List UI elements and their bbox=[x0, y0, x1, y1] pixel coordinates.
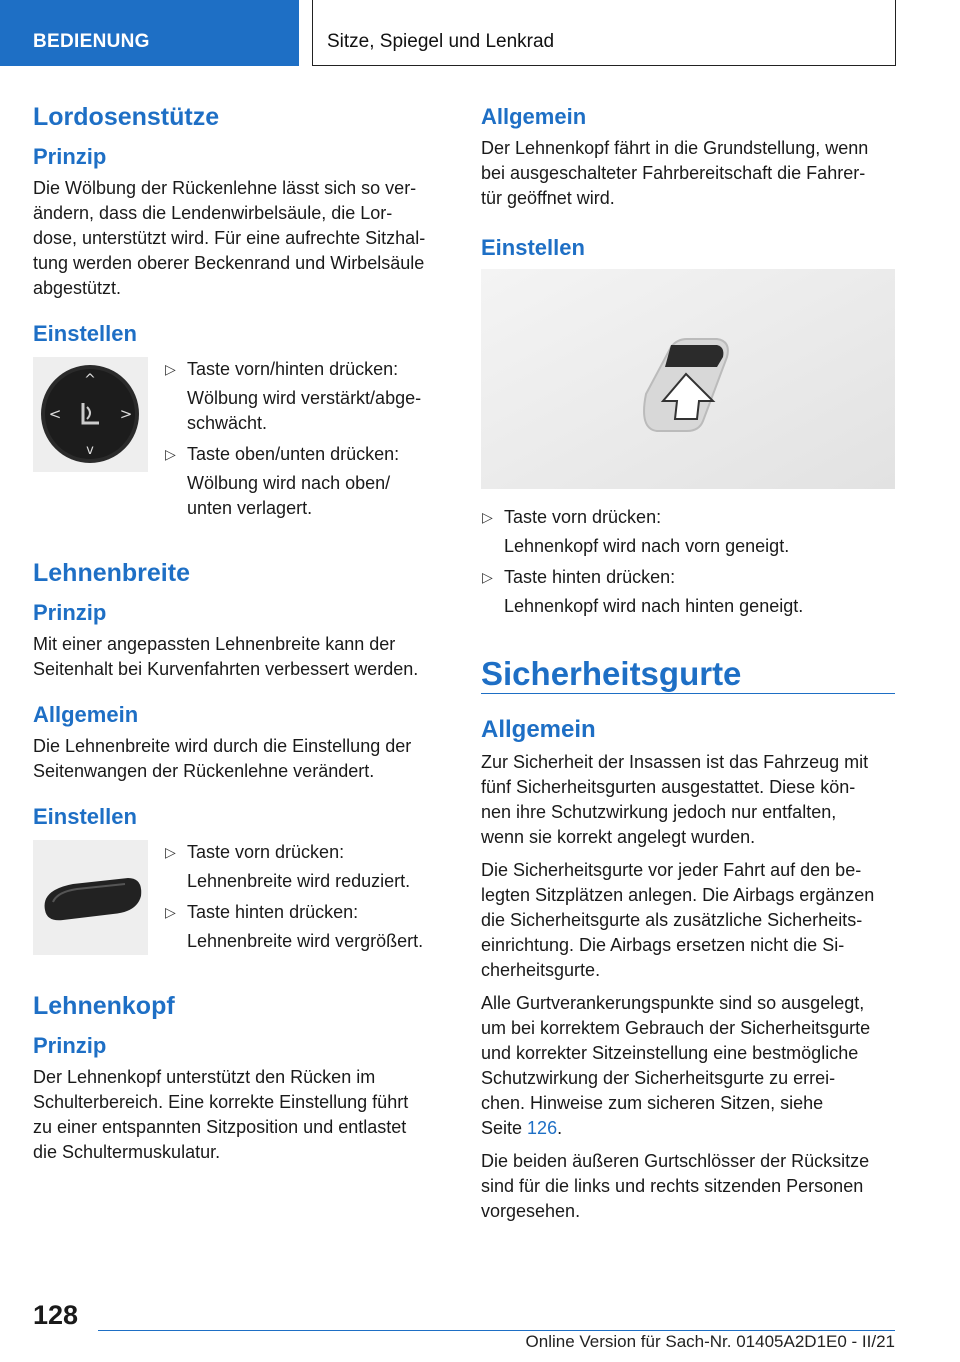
heading-prinzip: Prinzip bbox=[33, 600, 107, 625]
svg-text:v: v bbox=[86, 443, 94, 458]
heading-einstellen: Einstellen bbox=[481, 235, 585, 260]
lordose-controls bbox=[33, 357, 448, 525]
footer-rule bbox=[98, 1330, 895, 1331]
paragraph: Die Wölbung der Rückenlehne lässt sich so ver‐ ändern, dass die Lendenwirbelsäule, die Lor‐ dose, unterstützt wird. Für eine aufrechte Sitzhal‐ tung werden oberer Beckenrand und Wirbelsäule abgestützt. bbox=[33, 178, 426, 298]
heading-prinzip: Prinzip bbox=[33, 1033, 107, 1058]
triangle-bullet-icon: ▷ bbox=[165, 904, 176, 920]
headrest-switch-image bbox=[481, 269, 895, 489]
lehnenbreite-controls bbox=[33, 840, 448, 958]
triangle-bullet-icon: ▷ bbox=[482, 569, 493, 585]
heading-lordosenstuetze: Lordosenstütze bbox=[33, 103, 220, 131]
page-number: 128 bbox=[33, 1300, 79, 1330]
paragraph: Alle Gurtverankerungspunkte sind so ausgelegt, um bei korrektem Gebrauch der Sicherheitsgurte und korrekter Sitzeinstellung eine bestmögliche Schutzwirkung der Sicherheitsgurte zu errei‐ chen. Hinweise zum sicheren Sitzen, siehe Seite 126. bbox=[481, 993, 871, 1138]
svg-text:^: ^ bbox=[84, 372, 96, 388]
paragraph: Zur Sicherheit der Insassen ist das Fahrzeug mit fünf Sicherheitsgurten ausgestattet. Diese kön‐ nen ihre Schutzwirkung jedoch nur entfalten, wenn sie korrekt angelegt wurden. bbox=[481, 752, 869, 847]
heading-prinzip: Prinzip bbox=[33, 144, 107, 169]
footer-version-text: Online Version für Sach-Nr. 01405A2D1E0 - II/21 bbox=[525, 1332, 895, 1351]
paragraph: Der Lehnenkopf unterstützt den Rücken im Schulterbereich. Eine korrekte Einstellung führt zu einer entspannten Sitzposition und entlastet die Schultermuskulatur. bbox=[33, 1067, 409, 1162]
svg-text:>: > bbox=[119, 405, 133, 423]
svg-text:<: < bbox=[48, 405, 62, 423]
heading-lehnenkopf: Lehnenkopf bbox=[33, 992, 175, 1020]
header-section-label: BEDIENUNG bbox=[33, 31, 150, 52]
triangle-bullet-icon: ▷ bbox=[165, 844, 176, 860]
heading-underline bbox=[481, 693, 895, 694]
list-item: ▷ Taste hinten drücken: Lehnenkopf wird nach hinten geneigt. bbox=[482, 567, 804, 616]
triangle-bullet-icon: ▷ bbox=[165, 446, 176, 462]
heading-einstellen: Einstellen bbox=[33, 321, 137, 346]
headrest-step-list bbox=[481, 505, 895, 619]
heading-allgemein: Allgemein bbox=[481, 716, 596, 743]
list-item: ▷ Taste oben/unten drücken: Wölbung wird nach oben/ unten verlagert. bbox=[165, 444, 400, 518]
list-item: ▷ Taste hinten drücken: Lehnenbreite wird vergrößert. bbox=[165, 902, 424, 951]
heading-einstellen: Einstellen bbox=[33, 804, 137, 829]
header-section-tab bbox=[0, 0, 299, 66]
paragraph: Die Lehnenbreite wird durch die Einstellung der Seitenwangen der Rückenlehne verändert. bbox=[33, 736, 412, 781]
left-column bbox=[33, 100, 448, 1173]
list-item: ▷ Taste vorn/hinten drücken: Wölbung wird verstärkt/abge‐ schwächt. bbox=[165, 359, 422, 433]
paragraph: Der Lehnenkopf fährt in die Grundstellung, wenn bei ausgeschalteter Fahrbereitschaft die Fahrer‐ tür geöffnet wird. bbox=[481, 138, 869, 208]
heading-sicherheitsgurte: Sicherheitsgurte bbox=[481, 655, 742, 692]
right-column bbox=[481, 100, 895, 1232]
lehnenbreite-step-list bbox=[164, 840, 448, 958]
paragraph: Die Sicherheitsgurte vor jeder Fahrt auf den be‐ legten Sitzplätzen anlegen. Die Airbags ergänzen die Sicherheitsgurte als zusätzliche Sicherheits‐ einrichtung. Die Airbags ersetzen nicht die Si‐ cherheitsgurte. bbox=[481, 860, 875, 980]
lordose-switch-image bbox=[33, 357, 148, 472]
triangle-bullet-icon: ▷ bbox=[165, 361, 176, 377]
list-item: ▷ Taste vorn drücken: Lehnenbreite wird reduziert. bbox=[165, 842, 411, 891]
heading-allgemein: Allgemein bbox=[33, 702, 139, 727]
header-chapter-box bbox=[312, 0, 896, 66]
paragraph: Die beiden äußeren Gurtschlösser der Rücksitze sind für die links und rechts sitzenden Personen vorgesehen. bbox=[481, 1151, 870, 1221]
triangle-bullet-icon: ▷ bbox=[482, 509, 493, 525]
paragraph: Mit einer angepassten Lehnenbreite kann der Seitenhalt bei Kurvenfahrten verbessert werden. bbox=[33, 634, 419, 679]
list-item: ▷ Taste vorn drücken: Lehnenkopf wird nach vorn geneigt. bbox=[482, 507, 790, 556]
header-chapter-label: Sitze, Spiegel und Lenkrad bbox=[327, 31, 555, 52]
lehnenbreite-switch-image bbox=[33, 840, 148, 955]
lordose-step-list bbox=[164, 357, 448, 525]
page-reference-link[interactable]: 126 bbox=[527, 1118, 558, 1138]
heading-lehnenbreite: Lehnenbreite bbox=[33, 559, 190, 587]
heading-allgemein: Allgemein bbox=[481, 104, 587, 129]
